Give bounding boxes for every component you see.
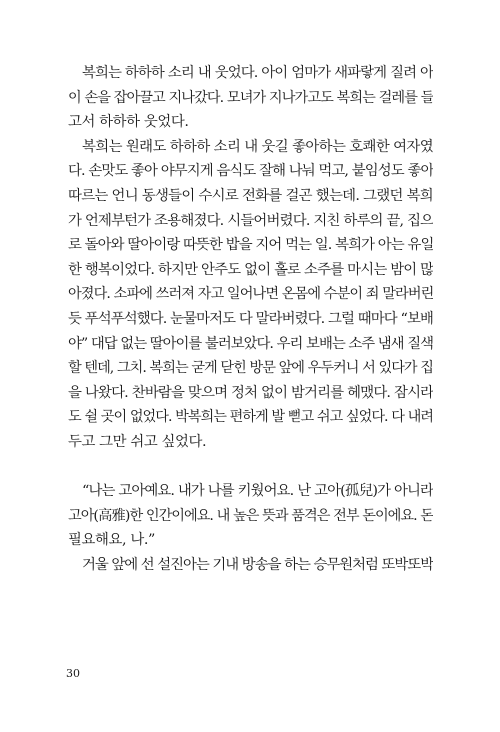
text-line: 복희는 원래도 하하하 소리 내 웃길 좋아하는 호쾌한 여자였	[82, 138, 433, 155]
text-line: 도 쉴 곳이 없었다. 박복희는 편하게 발 뻗고 쉬고 싶었다. 다 내려	[68, 409, 433, 426]
text-line: 거울 앞에 선 설진아는 기내 방송을 하는 승무원처럼 또박또박	[82, 556, 433, 573]
text-line: 고서 하하하 웃었다.	[68, 114, 189, 131]
text-line: 아졌다. 소파에 쓰러져 자고 일어나면 온몸에 수분이 죄 말라버린	[68, 286, 433, 303]
text-line: 을 나왔다. 찬바람을 맞으며 정처 없이 밤거리를 헤맸다. 잠시라	[68, 384, 433, 401]
text-line: 이 손을 잡아끌고 지나갔다. 모녀가 지나가고도 복희는 걸레를 들	[68, 89, 433, 106]
text-line: “나는 고아예요. 내가 나를 키웠어요. 난 고아(孤兒)가 아니라	[82, 483, 433, 500]
text-line: 할 텐데, 그치. 복희는 굳게 닫힌 방문 앞에 우두커니 서 있다가 집	[68, 360, 433, 377]
text-line: 두고 그만 쉬고 싶었다.	[68, 433, 207, 450]
text-line: 듯 푸석푸석했다. 눈물마저도 다 말라버렸다. 그럴 때마다 “보배	[68, 310, 433, 327]
text-line: 필요해요, 나.”	[68, 532, 155, 549]
text-line: 고아(高雅)한 인간이에요. 내 높은 뜻과 품격은 전부 돈이에요. 돈	[68, 507, 433, 524]
text-line: 복희는 하하하 소리 내 웃었다. 아이 엄마가 새파랗게 질려 아	[82, 65, 433, 81]
text-line: 로 돌아와 딸아이랑 따뜻한 밥을 지어 먹는 일. 복희가 아는 유일	[68, 237, 433, 254]
text-line: 야” 대답 없는 딸아이를 불러보았다. 우리 보배는 소주 냄새 질색	[68, 335, 433, 352]
text-line: 따르는 언니 동생들이 수시로 전화를 걸곤 했는데. 그랬던 복희	[68, 187, 433, 204]
paragraph-gap	[68, 455, 433, 480]
body-text	[68, 61, 433, 577]
text-line: 다. 손맛도 좋아 야무지게 음식도 잘해 나눠 먹고, 붙임성도 좋아	[68, 163, 433, 180]
text-line: 한 행복이었다. 하지만 안주도 없이 홀로 소주를 마시는 밤이 많	[68, 261, 433, 278]
text-line: 가 언제부턴가 조용해졌다. 시들어버렸다. 지친 하루의 끝, 집으	[68, 212, 433, 229]
page-number: 30	[66, 667, 80, 680]
